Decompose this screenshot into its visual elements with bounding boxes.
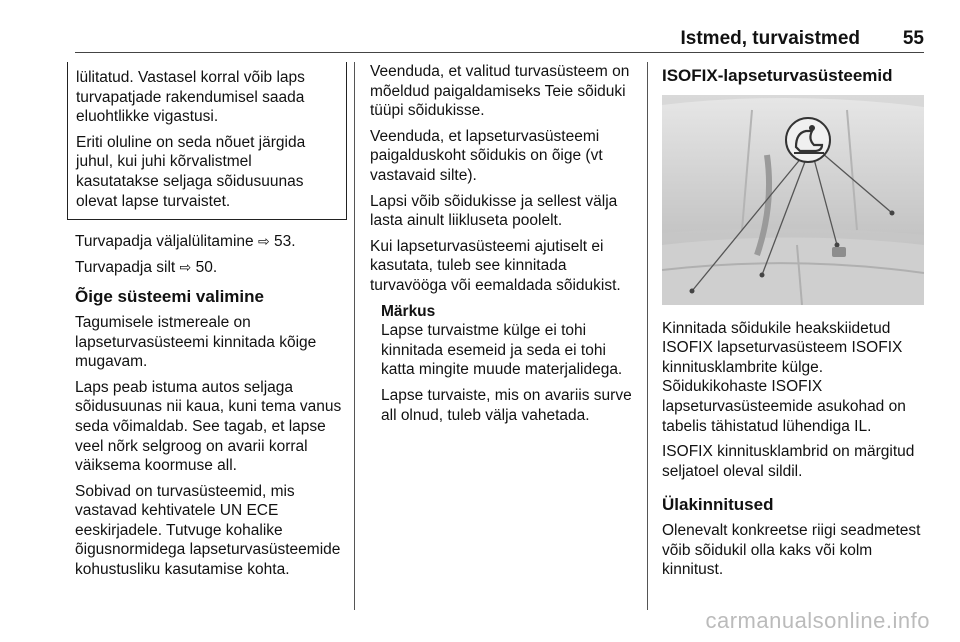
column-divider-2 bbox=[647, 62, 648, 610]
warning-box bbox=[67, 62, 347, 220]
note-paragraph-1: Lapse turvaistme külge ei tohi kinnitada esemeid ja seda ei tohi katta mingite muude materjalidega. bbox=[381, 322, 623, 379]
note-title: Märkus bbox=[381, 302, 436, 320]
column-3 bbox=[662, 62, 927, 586]
cross-reference-airbag-deactivation[interactable]: Turvapadja väljalülitamine ⇨ 53. bbox=[75, 233, 296, 251]
column-divider-1 bbox=[354, 62, 355, 610]
note-block bbox=[370, 302, 638, 426]
paragraph: Sobivad on turvasüsteemid, mis vastavad kehtivatele UN ECE eeskirjadele. Tutvuge kohalike õigusnormidega lapseturvasüsteemide kohustusliku kasutamise kohta. bbox=[75, 482, 341, 579]
header-rule bbox=[75, 52, 924, 53]
isofix-seat-illustration bbox=[662, 95, 924, 305]
page-number: 55 bbox=[902, 28, 924, 49]
section-heading-top-tethers: Ülakinnitused bbox=[662, 495, 774, 515]
column-1 bbox=[75, 62, 345, 586]
paragraph: Tagumisele istmereale on lapseturvasüsteemi kinnitada kõige mugavam. bbox=[75, 313, 317, 371]
cross-reference-airbag-label[interactable]: Turvapadja silt ⇨ 50. bbox=[75, 258, 218, 276]
paragraph: Kui lapseturvasüsteemi ajutiselt ei kasutata, tuleb see kinnitada turvavööga või eemaldada sõidukist. bbox=[370, 237, 621, 294]
warning-box-paragraph-2: Eriti oluline on seda nõuet järgida juhul, kui juhi kõrvalistmel kasutatakse seljaga sõidusuunas olevat lapse turvaistet. bbox=[76, 133, 306, 210]
child-seat-icon bbox=[786, 118, 830, 162]
note-paragraph-2: Lapse turvaiste, mis on avariis surve all olnud, tuleb välja vahetada. bbox=[381, 386, 632, 424]
paragraph: Kinnitada sõidukile heakskiidetud ISOFIX lapseturvasüsteem ISOFIX kinnitusklambrite külge. Sõidukikohaste ISOFIX lapseturvasüsteemide asukohad on tabelis tähistatud lühendiga IL. bbox=[662, 319, 906, 435]
section-heading-isofix: ISOFIX-lapseturvasüsteemid bbox=[662, 66, 893, 85]
reference-arrow-icon: ⇨ bbox=[179, 258, 192, 275]
paragraph: Lapsi võib sõidukisse ja sellest välja lasta ainult liikluseta poolelt. bbox=[370, 192, 618, 230]
paragraph: Veenduda, et lapseturvasüsteemi paigalduskoht sõidukis on õige (vt vastavaid silte). bbox=[370, 127, 603, 184]
column-2 bbox=[370, 62, 638, 431]
paragraph: Laps peab istuma autos seljaga sõidusuunas nii kaua, kuni tema vanus seda võimaldab. See tagab, et lapse veel nõrk selgroog on avarii korral väiksema koormuse all. bbox=[75, 378, 342, 475]
warning-box-paragraph-1: lülitatud. Vastasel korral võib laps turvapatjade rakendumisel saada eluohtlikke vigastusi. bbox=[76, 69, 305, 126]
paragraph: Veenduda, et valitud turvasüsteem on mõeldud paigaldamiseks Teie sõiduki tüüpi sõidukisse. bbox=[370, 63, 630, 120]
watermark: carmanualsonline.info bbox=[705, 608, 930, 633]
section-heading-system-selection: Õige süsteemi valimine bbox=[75, 287, 264, 307]
page-header-title: Istmed, turvaistmed bbox=[680, 28, 860, 49]
reference-arrow-icon: ⇨ bbox=[257, 233, 270, 250]
paragraph: Olenevalt konkreetse riigi seadmetest võib sõidukil olla kaks või kolm kinnitust. bbox=[662, 521, 921, 579]
paragraph: ISOFIX kinnitusklambrid on märgitud seljatoel oleval sildil. bbox=[662, 443, 915, 480]
